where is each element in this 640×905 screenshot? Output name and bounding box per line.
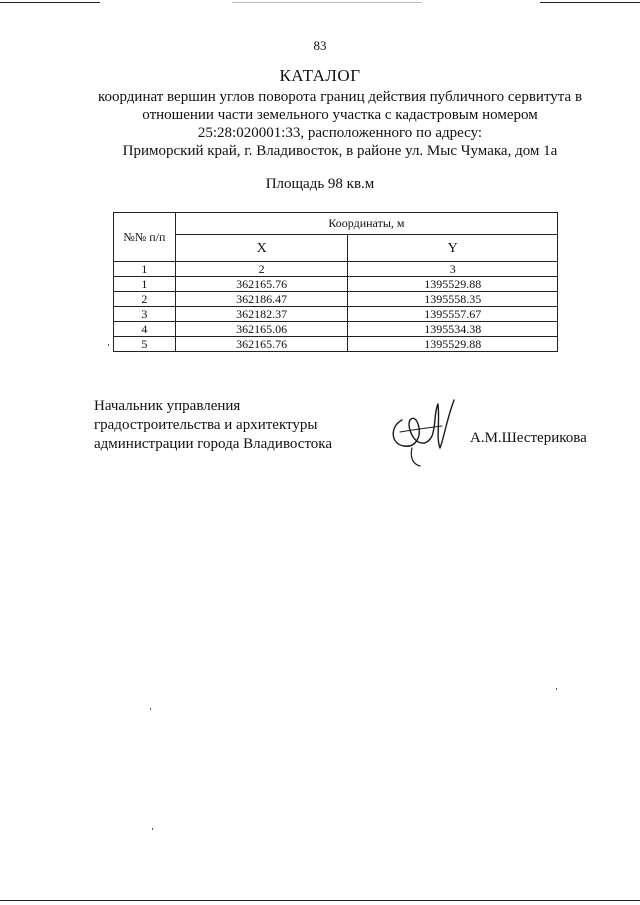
scan-edge-top-right — [540, 2, 640, 3]
table-cell: 1395529.88 — [348, 337, 558, 352]
position-line: градостроительства и архитектуры — [94, 417, 318, 433]
table-header-row — [114, 235, 558, 262]
table-cell: 1 — [114, 277, 176, 292]
table-row — [114, 307, 558, 322]
header-number: №№ п/п — [114, 213, 176, 262]
table-cell: 362186.47 — [175, 292, 348, 307]
header-y: Y — [348, 235, 558, 262]
table-cell: 3 — [114, 307, 176, 322]
scan-speck — [152, 828, 153, 830]
scan-speck — [150, 708, 151, 710]
table-cell: 2 — [175, 262, 348, 277]
table-row — [114, 292, 558, 307]
table-cell: 2 — [114, 292, 176, 307]
scan-edge-bottom — [0, 900, 640, 901]
page-number: 83 — [313, 38, 327, 53]
scan-edge-top-left — [0, 2, 100, 3]
scan-speck — [108, 344, 109, 346]
table-row — [114, 277, 558, 292]
table-index-row — [114, 262, 558, 277]
table-cell: 362165.06 — [175, 322, 348, 337]
table-cell: 1395557.67 — [348, 307, 558, 322]
document-subtitle — [90, 88, 590, 160]
table-cell: 5 — [114, 337, 176, 352]
table-cell: 362182.37 — [175, 307, 348, 322]
document-title: КАТАЛОГ — [279, 66, 361, 85]
table-row — [114, 322, 558, 337]
table-cell: 1 — [114, 262, 176, 277]
table-row — [114, 337, 558, 352]
position-line: администрации города Владивостока — [94, 436, 333, 452]
subtitle-line: 25:28:020001:33, расположенного по адресу: — [197, 125, 483, 141]
header-x: X — [175, 235, 348, 262]
table-cell: 3 — [348, 262, 558, 277]
table-cell: 1395558.35 — [348, 292, 558, 307]
table-cell: 1395529.88 — [348, 277, 558, 292]
table-header-row — [114, 213, 558, 235]
scan-edge-top-center — [232, 2, 422, 3]
subtitle-line: отношении части земельного участка с кадастровым номером — [142, 107, 538, 123]
table-cell: 1395534.38 — [348, 322, 558, 337]
area-label: Площадь 98 кв.м — [265, 176, 375, 192]
signer-name: А.М.Шестерикова — [470, 430, 587, 446]
table-cell: 362165.76 — [175, 277, 348, 292]
subtitle-line: Приморский край, г. Владивосток, в районе ул. Мыс Чумака, дом 1а — [122, 143, 558, 159]
signatory-position — [94, 397, 332, 454]
table-cell: 4 — [114, 322, 176, 337]
position-line: Начальник управления — [94, 398, 241, 414]
coordinates-table — [113, 212, 558, 352]
subtitle-line: координат вершин углов поворота границ действия публичного сервитута в — [97, 89, 583, 105]
scan-speck — [556, 688, 557, 690]
header-coordinates: Координаты, м — [175, 213, 557, 235]
handwritten-signature — [382, 392, 464, 474]
table-cell: 362165.76 — [175, 337, 348, 352]
